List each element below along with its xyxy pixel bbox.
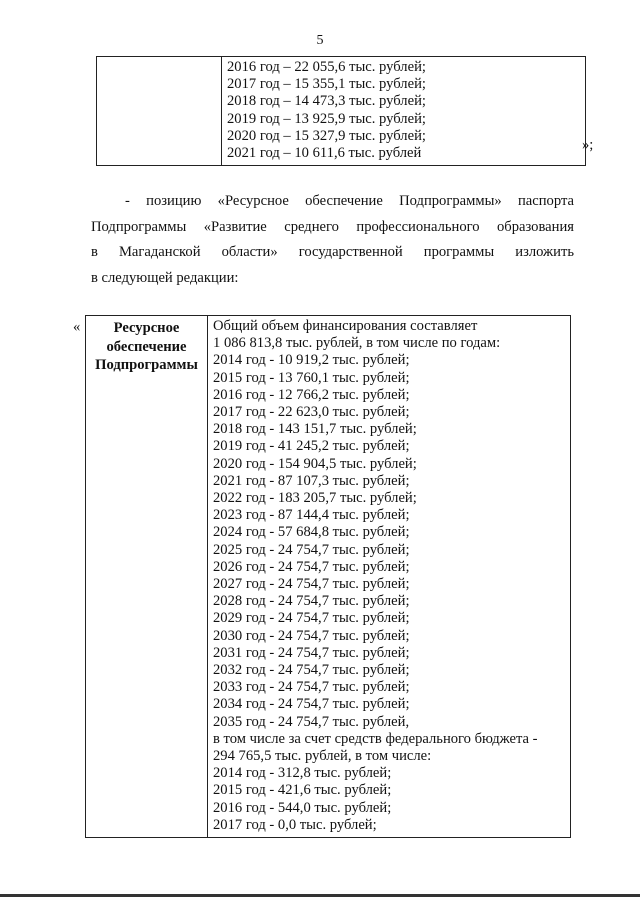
content-line: 2029 год - 24 754,7 тыс. рублей; [213,610,410,627]
bottom-edge-bar [0,894,640,897]
paragraph-line: в следующей редакции: [91,269,239,286]
content-line: 2021 год - 87 107,3 тыс. рублей; [213,472,410,489]
content-line: 2014 год - 312,8 тыс. рублей; [213,765,392,782]
content-line: 2024 год - 57 684,8 тыс. рублей; [213,524,410,541]
header-line: Ресурсное [113,320,180,336]
content-line: 2018 год - 143 151,7 тыс. рублей; [213,421,417,438]
opening-quote-mark: « [73,319,81,335]
content-line: 2033 год - 24 754,7 тыс. рублей; [213,679,410,696]
page-number: 5 [316,33,324,48]
previous-table-funding-cell [222,57,586,166]
content-line: 2028 год - 24 754,7 тыс. рублей; [213,593,410,610]
funding-line: 2021 год – 10 611,6 тыс. рублей [227,145,422,162]
funding-line: 2019 год – 13 925,9 тыс. рублей; [227,110,426,127]
content-line: 2025 год - 24 754,7 тыс. рублей; [213,541,410,558]
funding-line: 2018 год – 14 473,3 тыс. рублей; [227,93,426,110]
paragraph-line: Подпрограммы «Развитие среднего профессионального образования [91,218,574,235]
closing-quote-mark: »; [582,137,594,153]
content-line: 2026 год - 24 754,7 тыс. рублей; [213,558,410,575]
content-line: 2027 год - 24 754,7 тыс. рублей; [213,576,410,593]
resource-content-cell [208,316,571,838]
header-line: Подпрограммы [95,357,198,374]
content-line: 2014 год - 10 919,2 тыс. рублей; [213,352,410,369]
content-line: 2016 год - 544,0 тыс. рублей; [213,799,392,816]
content-line: 2015 год - 13 760,1 тыс. рублей; [213,369,410,386]
previous-table-empty-cell [97,57,222,166]
previous-table-fragment [96,56,586,166]
funding-line: 2016 год – 22 055,6 тыс. рублей; [227,59,426,75]
content-line: 2032 год - 24 754,7 тыс. рублей; [213,662,410,679]
content-line: 2019 год - 41 245,2 тыс. рублей; [213,438,410,455]
content-line: 1 086 813,8 тыс. рублей, в том числе по годам: [213,335,501,352]
funding-line: 2020 год – 15 327,9 тыс. рублей; [227,127,426,144]
content-line: 2035 год - 24 754,7 тыс. рублей, [213,713,410,730]
content-line: 2031 год - 24 754,7 тыс. рублей; [213,644,410,661]
content-line: 2023 год - 87 144,4 тыс. рублей; [213,507,410,524]
resource-header-cell [86,316,208,838]
amendment-paragraph [91,189,574,291]
content-line: 2015 год - 421,6 тыс. рублей; [213,782,392,799]
content-line: 2034 год - 24 754,7 тыс. рублей; [213,696,410,713]
content-line: Общий объем финансирования составляет [213,318,478,334]
resource-table [85,315,571,838]
content-line: 2016 год - 12 766,2 тыс. рублей; [213,386,410,403]
content-line: 294 765,5 тыс. рублей, в том числе: [213,748,432,765]
content-line: 2017 год - 22 623,0 тыс. рублей; [213,404,410,421]
content-line: 2030 год - 24 754,7 тыс. рублей; [213,627,410,644]
content-line: 2022 год - 183 205,7 тыс. рублей; [213,490,417,507]
paragraph-line: - позицию «Ресурсное обеспечение Подпрограммы» паспорта [125,193,574,209]
paragraph-line: в Магаданской области» государственной программы изложить [91,244,574,260]
content-line: в том числе за счет средств федерального бюджета - [213,730,538,747]
funding-line: 2017 год – 15 355,1 тыс. рублей; [227,76,426,93]
header-line: обеспечение [106,338,187,355]
content-line: 2020 год - 154 904,5 тыс. рублей; [213,455,417,472]
content-line: 2017 год - 0,0 тыс. рублей; [213,816,377,833]
